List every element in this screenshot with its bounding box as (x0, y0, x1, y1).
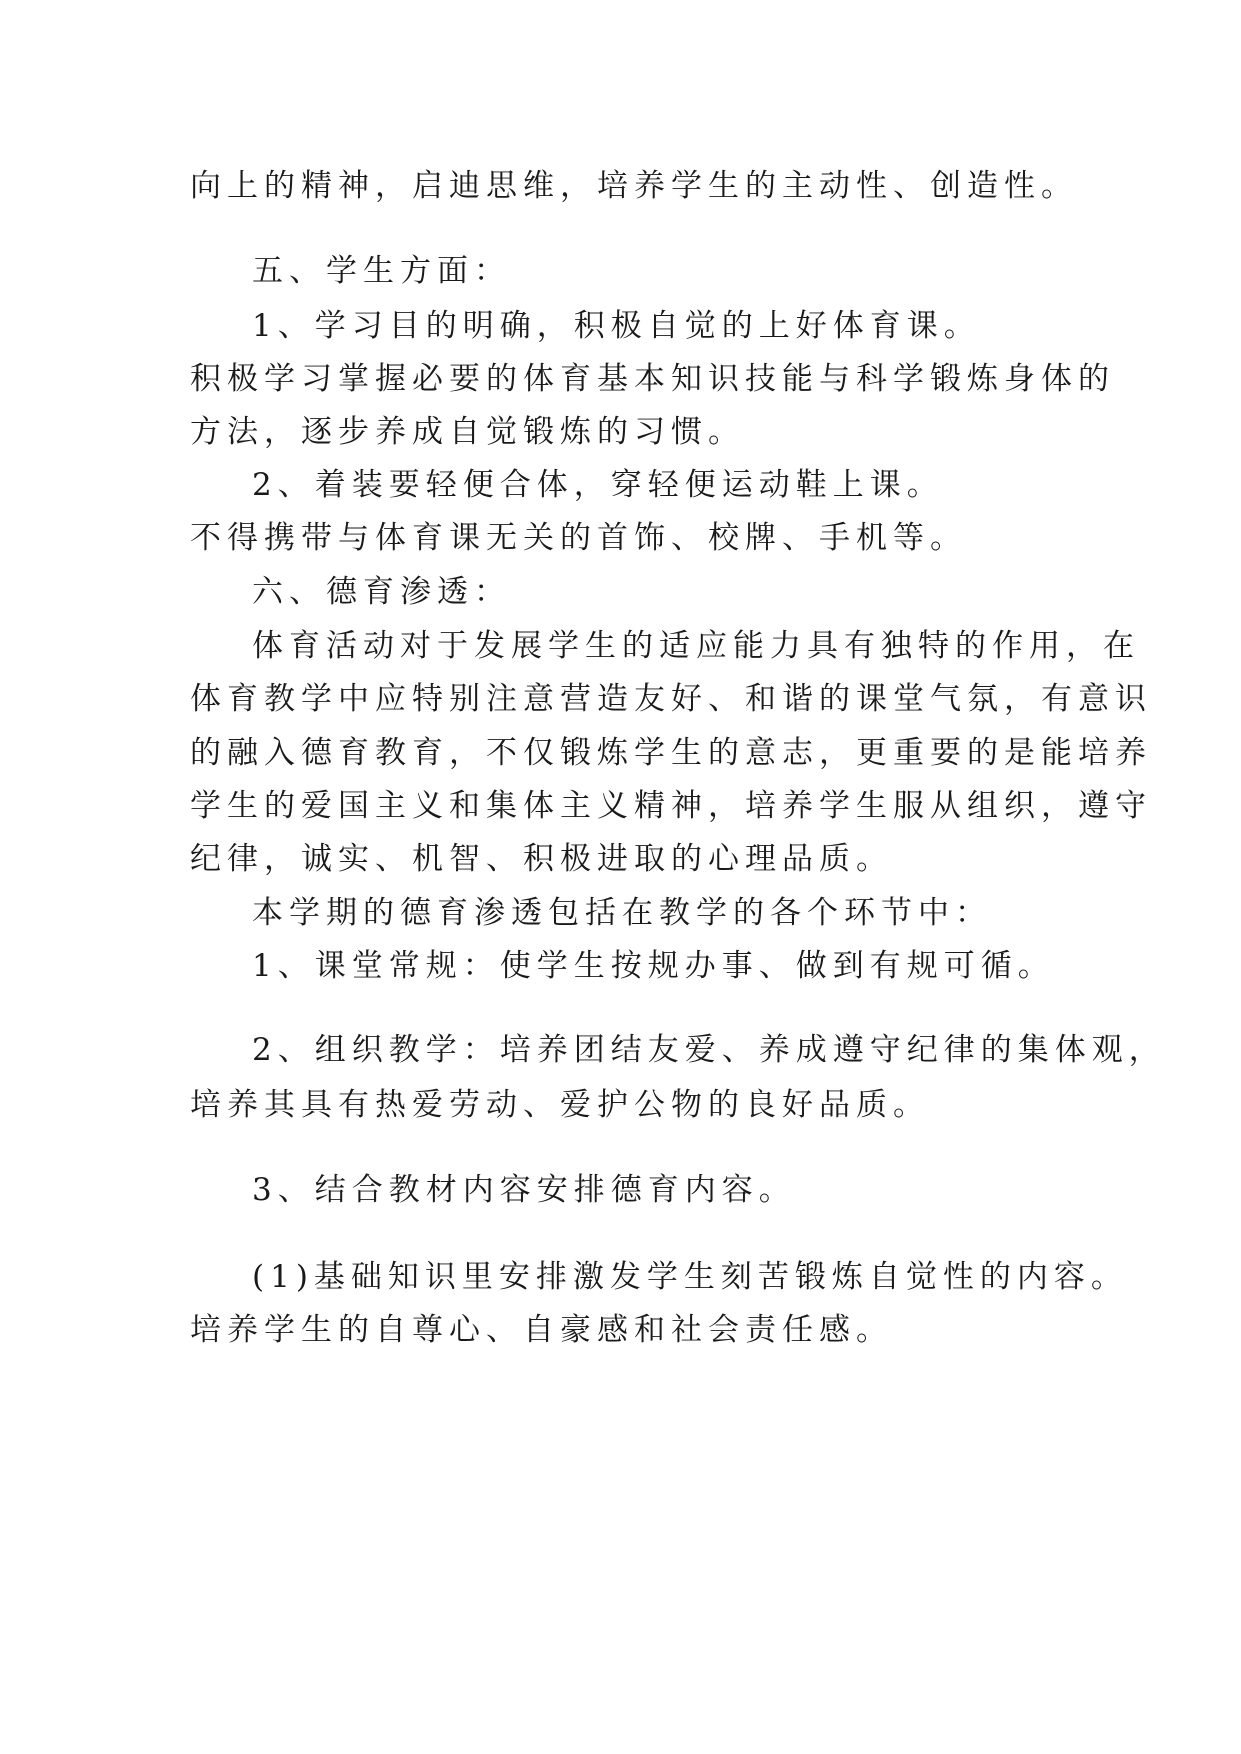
paragraph-line: 不得携带与体育课无关的首饰、校牌、手机等。 (190, 520, 967, 556)
list-item: 3、结合教材内容安排德育内容。 (252, 1172, 796, 1208)
paragraph-line: 本学期的德育渗透包括在教学的各个环节中： (252, 895, 992, 931)
paragraph-line: 体育教学中应特别注意营造友好、和谐的课堂气氛，有意识 (190, 681, 1152, 717)
paragraph-line: 体育活动对于发展学生的适应能力具有独特的作用，在 (252, 628, 1140, 664)
section-heading-moral-education: 六、德育渗透： (252, 574, 511, 610)
paragraph-line: 积极学习掌握必要的体育基本知识技能与科学锻炼身体的 (190, 361, 1115, 397)
list-item: 1、学习目的明确，积极自觉的上好体育课。 (252, 308, 981, 344)
list-item: 1、课堂常规：使学生按规办事、做到有规可循。 (252, 948, 1055, 984)
section-heading-students: 五、学生方面： (252, 253, 511, 289)
paragraph-line: 方法，逐步养成自觉锻炼的习惯。 (190, 414, 745, 450)
paragraph-line: 学生的爱国主义和集体主义精神，培养学生服从组织，遵守 (190, 788, 1152, 824)
paragraph-line: 向上的精神，启迪思维，培养学生的主动性、创造性。 (190, 168, 1078, 204)
list-item: (1)基础知识里安排激发学生刻苦锻炼自觉性的内容。 (252, 1259, 1128, 1295)
paragraph-line: 的融入德育教育，不仅锻炼学生的意志，更重要的是能培养 (190, 735, 1152, 771)
paragraph-line: 培养其具有热爱劳动、爱护公物的良好品质。 (190, 1087, 930, 1123)
paragraph-line: 纪律，诚实、机智、积极进取的心理品质。 (190, 841, 893, 877)
list-item: 2、组织教学：培养团结友爱、养成遵守纪律的集体观， (252, 1032, 1166, 1068)
list-item: 2、着装要轻便合体，穿轻便运动鞋上课。 (252, 467, 944, 503)
paragraph-line: 培养学生的自尊心、自豪感和社会责任感。 (190, 1312, 893, 1348)
